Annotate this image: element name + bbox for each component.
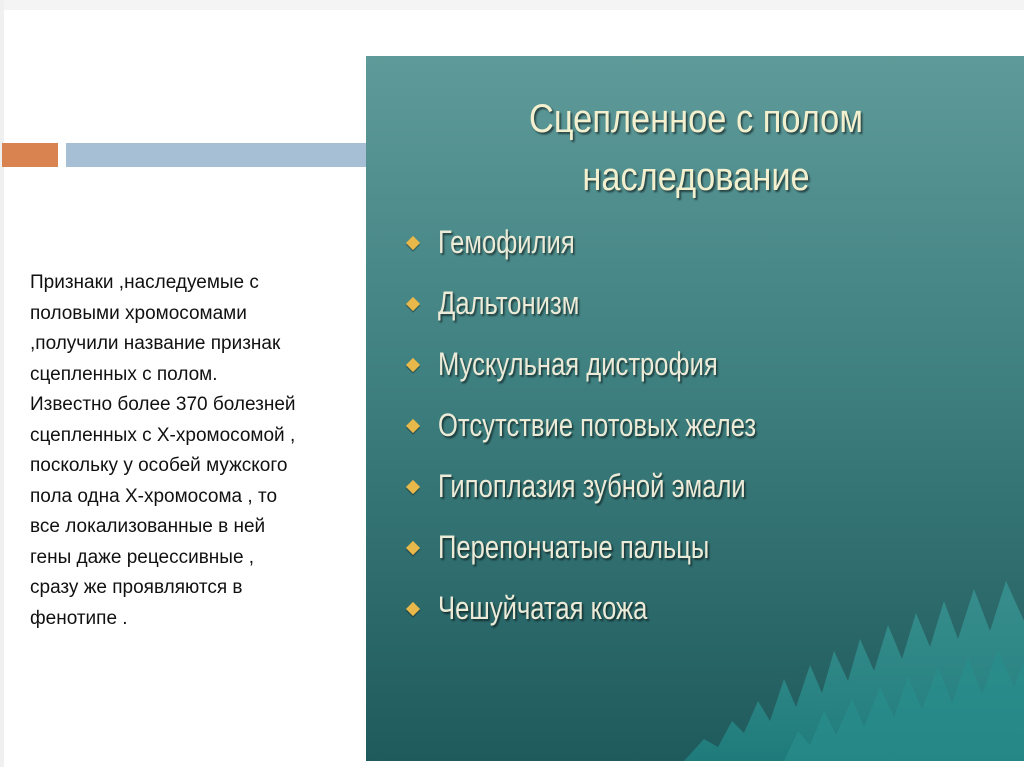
bullet-label: Чешуйчатая кожа <box>438 590 648 626</box>
bullet-label: Перепончатые пальцы <box>438 529 710 565</box>
bullet-label: Гемофилия <box>438 224 575 260</box>
description-text: Признаки ,наследуемые с половыми хромосомами ,получили название признак сцепленных с полом. Известно более 370 болезней сцепленных с Х-хромосомой , поскольку у особей мужского пола одна Х-хромосома , то все локализованные в ней гены даже рецессивные , сразу же проявляются в фенотипе . <box>30 272 296 629</box>
diamond-bullet-icon <box>406 541 420 555</box>
diamond-bullet-icon <box>406 358 420 372</box>
slide-title: Сцепленное с полом наследование <box>529 97 863 199</box>
page-top-edge <box>0 0 1024 10</box>
list-item <box>404 285 1014 346</box>
list-item <box>404 346 1014 407</box>
list-item <box>404 407 1014 468</box>
diamond-bullet-icon <box>406 480 420 494</box>
bullet-label: Отсутствие потовых желез <box>438 407 757 443</box>
diamond-bullet-icon <box>406 419 420 433</box>
slide-image <box>366 56 1024 761</box>
decorative-waves-icon <box>684 561 1024 761</box>
bullet-label: Дальтонизм <box>438 285 580 321</box>
bullet-label: Гипоплазия зубной эмали <box>438 468 746 504</box>
page-left-edge <box>0 0 4 767</box>
diamond-bullet-icon <box>406 297 420 311</box>
list-item <box>404 468 1014 529</box>
bullet-label: Мускульная дистрофия <box>438 346 718 382</box>
accent-bar-orange <box>2 143 58 167</box>
diamond-bullet-icon <box>406 236 420 250</box>
list-item <box>404 224 1014 285</box>
diamond-bullet-icon <box>406 602 420 616</box>
